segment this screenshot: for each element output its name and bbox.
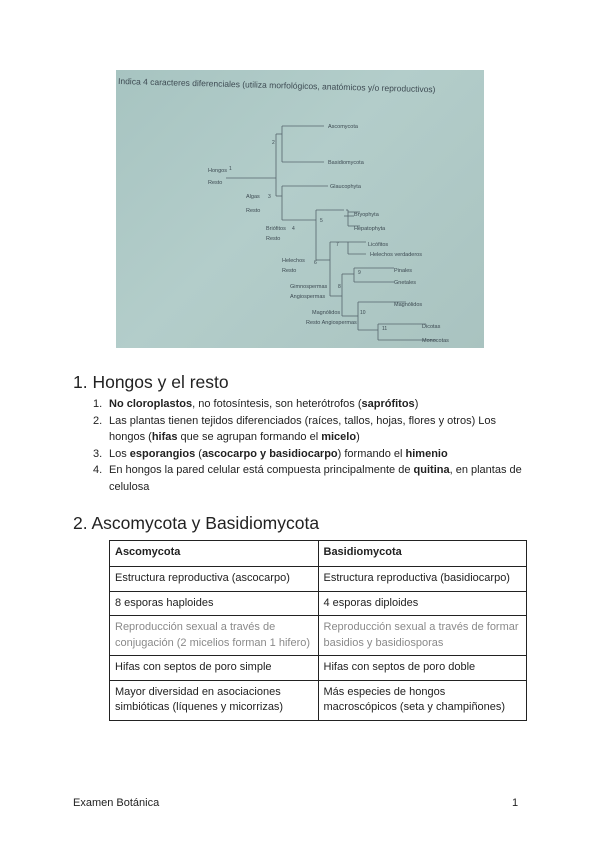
node-11: 11 xyxy=(382,326,388,332)
page-number: 1 xyxy=(512,797,519,809)
cell-ascomycota: Estructura reproductiva (ascocarpo) xyxy=(110,567,319,592)
cell-basidiomycota: 4 esporas diploides xyxy=(318,591,527,616)
node-3: 3 xyxy=(268,194,271,200)
list-text: Las plantas tienen tejidos diferenciados (raíces, tallos, hojas, flores y otros) Los hongos ( xyxy=(109,414,497,443)
node-1: 1 xyxy=(229,166,232,172)
label-bryophyta: Bryophyta xyxy=(354,212,379,218)
list-text: que se agrupan formando el xyxy=(177,431,322,443)
cell-ascomycota: Reproducción sexual a través de conjugación (2 micelios forman 1 hifero) xyxy=(110,616,319,656)
photo-heading: Indica 4 caracteres diferenciales (utiliza morfológicos, anatómicos y/o reproductivos) xyxy=(117,76,436,95)
cladogram-photo xyxy=(116,70,484,348)
label-gnetales: Gnetales xyxy=(394,280,417,286)
label-angiospermas: Angiospermas xyxy=(290,294,326,300)
cell-basidiomycota: Hifas con septos de poro doble xyxy=(318,656,527,681)
bold-term: ascocarpo y basidiocarpo xyxy=(201,447,338,460)
label-hongos: Hongos xyxy=(208,168,227,174)
node-4: 4 xyxy=(292,226,295,232)
cell-ascomycota: 8 esporas haploides xyxy=(110,591,319,616)
table-row xyxy=(110,680,527,720)
node-10: 10 xyxy=(360,310,366,316)
label-resto-angiospermas: Resto Angiospermas xyxy=(306,320,357,326)
table-row xyxy=(110,656,527,681)
bold-term: quitina xyxy=(413,464,450,476)
bold-term: saprófitos xyxy=(361,398,415,410)
list-item xyxy=(93,396,533,413)
cell-basidiomycota: Más especies de hongos macroscópicos (seta y champiñones) xyxy=(318,680,527,720)
bold-term: esporangios xyxy=(129,447,196,460)
table-header-row xyxy=(110,541,527,567)
label-pinales: Pinales xyxy=(394,268,413,274)
label-dicotas: Dicotas xyxy=(422,324,441,330)
table-row xyxy=(110,567,527,592)
bold-term: himenio xyxy=(405,447,448,460)
table-header-ascomycota: Ascomycota xyxy=(110,541,319,567)
node-5: 5 xyxy=(320,218,323,224)
list-text: ) xyxy=(414,398,419,410)
label-briofitos: Briófitos xyxy=(266,226,286,232)
bold-term: No cloroplastos xyxy=(109,398,193,410)
label-magnolidos-node: Magnólidos xyxy=(312,310,341,316)
node-6: 6 xyxy=(314,260,317,266)
table-row xyxy=(110,591,527,616)
list-text: ( xyxy=(195,447,202,460)
label-gimnospermas: Gimnospermas xyxy=(290,284,328,290)
label-basidiomycota: Basidiomycota xyxy=(328,160,364,166)
list-item-number: 2. xyxy=(93,414,103,427)
label-hepatophyta: Hepatophyta xyxy=(354,226,386,232)
label-helechos: Helechos xyxy=(282,258,305,264)
bold-term: micelo xyxy=(321,431,357,443)
label-monocotas: Monocotas xyxy=(422,338,449,344)
label-glaucophyta: Glaucophyta xyxy=(330,184,361,190)
cell-ascomycota: Hifas con septos de poro simple xyxy=(110,656,319,681)
list-text: Los xyxy=(109,447,130,460)
list-text: En hongos la pared celular está compuesta principalmente de xyxy=(109,464,414,476)
node-2: 2 xyxy=(272,140,275,146)
table-header-basidiomycota: Basidiomycota xyxy=(318,541,527,567)
list-text: ) formando el xyxy=(337,447,406,460)
table-row xyxy=(110,616,527,656)
list-item-number: 1. xyxy=(93,398,103,410)
label-resto-2: Resto xyxy=(246,208,261,214)
bold-term: hifas xyxy=(151,431,178,443)
list-item xyxy=(93,446,533,463)
node-7: 7 xyxy=(336,242,339,248)
label-ascomycota: Ascomycota xyxy=(328,124,358,130)
node-9: 9 xyxy=(358,270,361,276)
label-resto-3: Resto xyxy=(266,236,281,242)
footer-title: Examen Botánica xyxy=(73,797,160,809)
label-magnolidos: Magnólidos xyxy=(394,302,423,308)
section-1-list xyxy=(93,396,533,495)
label-resto: Resto xyxy=(208,180,223,186)
list-item-number: 4. xyxy=(93,464,103,476)
list-item-number: 3. xyxy=(93,447,103,460)
list-text: , no fotosíntesis, son heterótrofos ( xyxy=(192,398,362,410)
label-licofitos: Licófitos xyxy=(368,242,389,248)
node-8: 8 xyxy=(338,284,341,290)
section-2-title: 2. Ascomycota y Basidiomycota xyxy=(73,513,320,533)
section-1-title: 1. Hongos y el resto xyxy=(73,372,229,392)
cell-ascomycota: Mayor diversidad en asociaciones simbióticas (líquenes y micorrizas) xyxy=(110,680,319,720)
label-resto-4: Resto xyxy=(282,268,297,274)
cell-basidiomycota: Estructura reproductiva (basidiocarpo) xyxy=(318,567,527,592)
cladogram-drawing xyxy=(116,70,484,348)
label-algas: Algas xyxy=(246,194,260,200)
cell-basidiomycota: Reproducción sexual a través de formar basidios y basidiosporas xyxy=(318,616,527,656)
list-item xyxy=(93,462,533,495)
label-helechos-verdaderos: Helechos verdaderos xyxy=(370,252,422,258)
list-item xyxy=(93,413,533,446)
list-text: , en plantas de celulosa xyxy=(109,464,522,493)
comparison-table xyxy=(109,540,527,721)
list-text: ) xyxy=(356,431,360,443)
